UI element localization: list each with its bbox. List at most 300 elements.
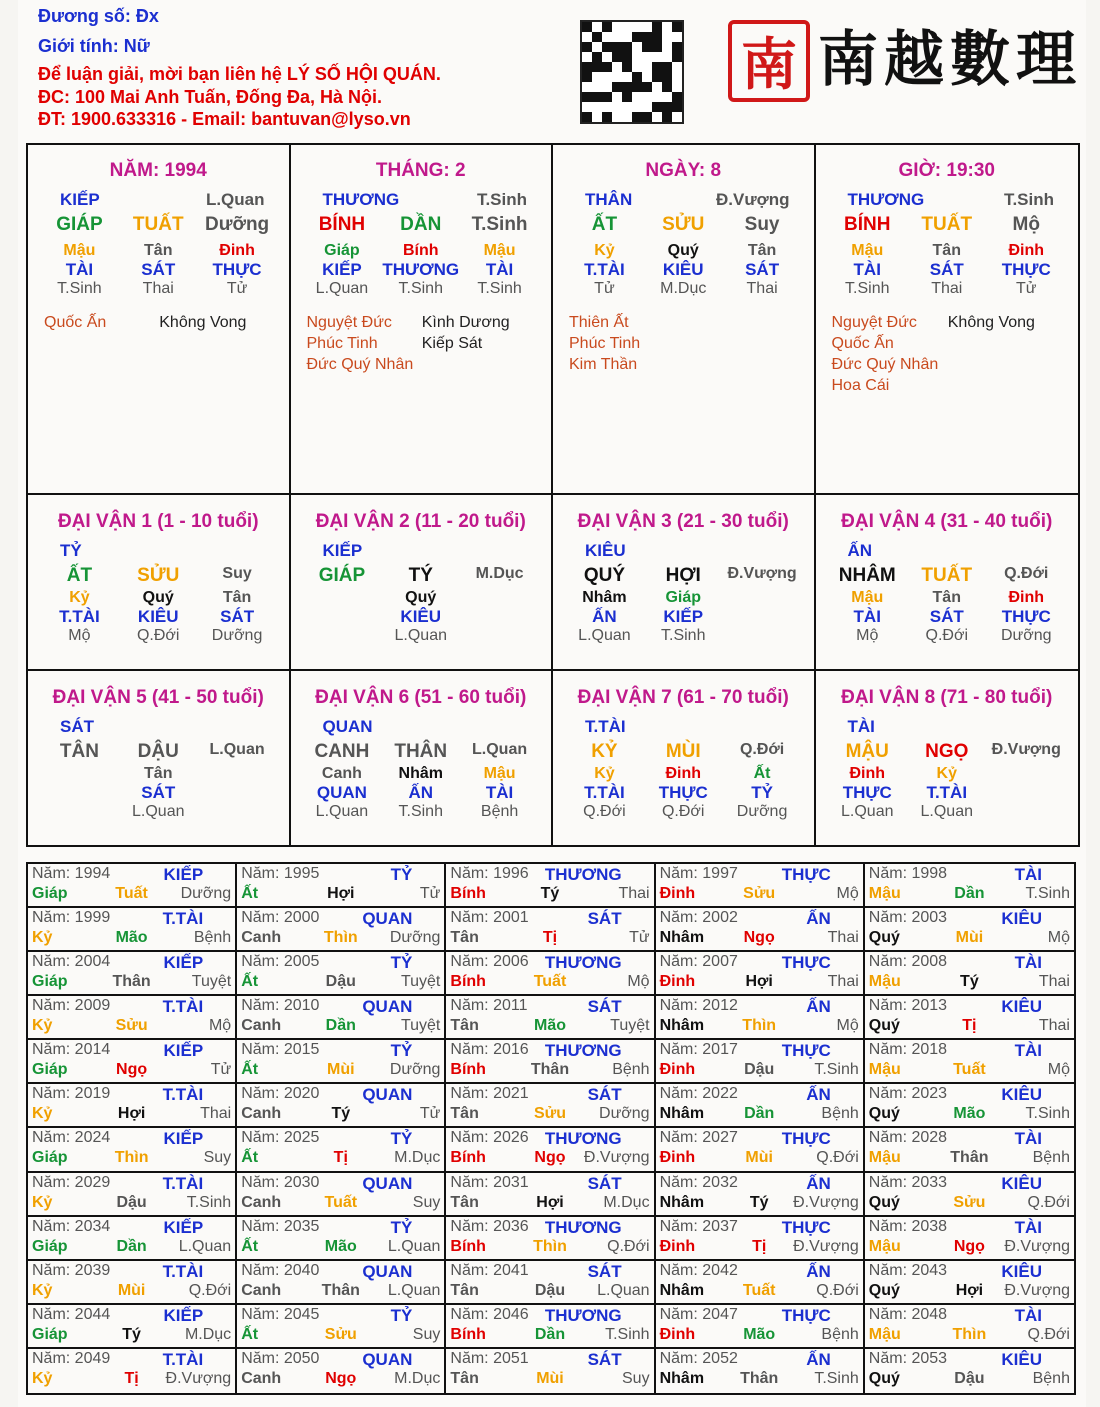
year-branch: Tý bbox=[960, 973, 979, 991]
year-label: Năm: 2035 bbox=[241, 1217, 320, 1235]
sub-phase bbox=[723, 627, 802, 645]
year-line bbox=[660, 997, 859, 1017]
year-stem: Canh bbox=[241, 1193, 282, 1211]
sub-phase: L.Quan bbox=[315, 280, 369, 297]
year-cell[interactable] bbox=[656, 1305, 865, 1349]
sub-phase-row bbox=[28, 280, 289, 298]
year-line bbox=[32, 1218, 231, 1238]
sub-phase: Tử bbox=[1016, 280, 1037, 297]
year-god: TÀI bbox=[1014, 865, 1042, 884]
year-cell[interactable] bbox=[656, 996, 865, 1040]
year-cell[interactable] bbox=[446, 996, 655, 1040]
year-cell[interactable] bbox=[656, 1084, 865, 1128]
year-line bbox=[32, 865, 231, 885]
sub-phase-row bbox=[553, 280, 814, 298]
contact-line-2: ĐC: 100 Mai Anh Tuấn, Đống Đa, Hà Nội. bbox=[38, 87, 383, 107]
year-cell[interactable] bbox=[237, 1173, 446, 1217]
year-cell[interactable] bbox=[28, 996, 237, 1040]
hidden-god bbox=[198, 783, 277, 803]
year-pillar-line bbox=[660, 885, 859, 903]
dv-stem-branch-row bbox=[291, 741, 552, 763]
dv-stem-branch-row bbox=[816, 565, 1079, 587]
chart-page bbox=[18, 0, 1086, 1407]
year-cell[interactable] bbox=[446, 1040, 655, 1084]
dv-gods-row bbox=[816, 783, 1079, 803]
year-cell[interactable] bbox=[237, 864, 446, 908]
year-pillar-line bbox=[450, 1194, 649, 1212]
year-label: Năm: 2042 bbox=[659, 1261, 738, 1279]
hidden-stem: Đinh bbox=[665, 765, 702, 782]
year-line bbox=[450, 1174, 649, 1194]
pillar-god-row bbox=[28, 190, 289, 210]
dai-van-title: ĐẠI VẬN 7 (61 - 70 tuổi) bbox=[577, 687, 789, 708]
year-cell[interactable] bbox=[865, 1217, 1074, 1261]
stars-list bbox=[28, 314, 289, 332]
year-cell[interactable] bbox=[656, 1040, 865, 1084]
year-label: Năm: 2033 bbox=[868, 1173, 948, 1191]
year-branch: Tuất bbox=[533, 973, 567, 991]
year-label: Năm: 2037 bbox=[659, 1217, 738, 1235]
contact-line-1: Để luận giải, mời bạn liên hệ LÝ SỐ HỘI QUÁN. bbox=[38, 64, 441, 84]
hidden-stem: Bính bbox=[402, 242, 439, 259]
year-branch: Hợi bbox=[536, 1193, 564, 1211]
year-line bbox=[869, 865, 1070, 885]
sub-phase: L.Quan bbox=[315, 803, 369, 820]
year-line bbox=[32, 1174, 231, 1194]
year-pillar-line bbox=[869, 1149, 1070, 1167]
year-label: Năm: 2040 bbox=[241, 1261, 320, 1279]
dv-god-row bbox=[553, 717, 814, 737]
year-god: TỶ bbox=[390, 1305, 413, 1325]
phase: Đ.Vượng bbox=[727, 565, 797, 582]
dv-hidden-row bbox=[291, 589, 552, 607]
hidden-god: T.TÀI bbox=[59, 607, 100, 626]
year-phase: Q.Đới bbox=[1027, 1325, 1070, 1343]
year-pillar-line bbox=[32, 1326, 231, 1344]
year-stem: Kỷ bbox=[32, 929, 53, 947]
dai-van-cell bbox=[816, 671, 1079, 845]
year-cell[interactable] bbox=[28, 952, 237, 996]
stem: GIÁP bbox=[56, 214, 103, 235]
year-god: KIẾP bbox=[163, 1305, 204, 1325]
branch: THÂN bbox=[394, 741, 448, 762]
year-cell[interactable] bbox=[28, 1305, 237, 1349]
year-line bbox=[869, 1041, 1070, 1061]
year-pillar-line bbox=[32, 1370, 231, 1388]
year-stem: Quý bbox=[868, 929, 900, 947]
year-branch: Tị bbox=[962, 1017, 977, 1035]
year-label: Năm: 2044 bbox=[32, 1305, 111, 1323]
star-item: Nguyệt Đức bbox=[831, 314, 917, 331]
year-line bbox=[660, 1262, 859, 1282]
year-line bbox=[450, 909, 649, 929]
stem: QUÝ bbox=[583, 565, 625, 586]
year-cell[interactable] bbox=[237, 1040, 446, 1084]
hidden-stem: Mậu bbox=[851, 589, 884, 606]
year-cell[interactable] bbox=[28, 1349, 237, 1393]
year-cell[interactable] bbox=[237, 1084, 446, 1128]
year-pillar-line bbox=[450, 885, 649, 903]
year-line bbox=[869, 1174, 1070, 1194]
year-line bbox=[32, 953, 231, 973]
year-phase: Đ.Vượng bbox=[1004, 1237, 1070, 1255]
year-cell[interactable] bbox=[865, 908, 1074, 952]
year-cell[interactable] bbox=[28, 908, 237, 952]
year-branch: Ngọ bbox=[953, 1237, 985, 1255]
year-phase: L.Quan bbox=[387, 1237, 441, 1255]
year-line bbox=[241, 1262, 440, 1282]
year-line bbox=[450, 865, 649, 885]
dai-van-title: ĐẠI VẬN 6 (51 - 60 tuổi) bbox=[315, 687, 527, 708]
year-line bbox=[32, 1306, 231, 1326]
year-cell[interactable] bbox=[865, 1040, 1074, 1084]
year-pillar-line bbox=[32, 1238, 231, 1256]
year-cell[interactable] bbox=[865, 1173, 1074, 1217]
hidden-gods-row bbox=[291, 260, 552, 280]
year-god: KIẾP bbox=[163, 1041, 204, 1061]
year-cell[interactable] bbox=[237, 1349, 446, 1393]
sub-phase: T.Sinh bbox=[398, 280, 443, 297]
year-cell[interactable] bbox=[446, 1084, 655, 1128]
year-branch: Tý bbox=[540, 885, 560, 902]
stem: ẤT bbox=[591, 214, 618, 235]
stem-branch-row bbox=[816, 214, 1079, 236]
year-cell[interactable] bbox=[446, 1128, 655, 1172]
year-phase: Thai bbox=[1038, 973, 1070, 991]
year-label: Năm: 2001 bbox=[450, 909, 529, 927]
year-cell[interactable] bbox=[237, 1261, 446, 1305]
year-god: KIẾP bbox=[163, 953, 204, 973]
year-label: Năm: 1997 bbox=[659, 865, 738, 882]
pillar-cell bbox=[291, 145, 554, 495]
year-phase: Tuyệt bbox=[610, 1017, 650, 1035]
year-pillar-line bbox=[660, 1105, 859, 1123]
year-cell[interactable] bbox=[656, 908, 865, 952]
year-cell[interactable] bbox=[446, 1305, 655, 1349]
year-stem: Giáp bbox=[32, 1061, 68, 1079]
year-god: KIÊU bbox=[1001, 909, 1042, 929]
year-label: Năm: 2002 bbox=[659, 909, 738, 927]
year-cell[interactable] bbox=[237, 908, 446, 952]
year-god: KIÊU bbox=[1001, 1173, 1042, 1193]
year-stem: Kỷ bbox=[32, 1369, 53, 1387]
hidden-stem: Nhâm bbox=[582, 589, 627, 606]
sub-phase: M.Dục bbox=[660, 280, 707, 297]
dai-van-cell bbox=[816, 495, 1079, 671]
year-cell[interactable] bbox=[865, 1305, 1074, 1349]
year-god: THỰC bbox=[781, 1305, 831, 1325]
year-pillar-line bbox=[450, 1105, 649, 1123]
sub-phase: Q.Đới bbox=[925, 627, 968, 644]
star-item: Kiếp Sát bbox=[421, 335, 483, 352]
hidden-stem: Quý bbox=[667, 242, 699, 259]
year-phase: Dưỡng bbox=[389, 1061, 441, 1079]
year-phase: Mộ bbox=[836, 1017, 859, 1035]
hidden-god: THỰC bbox=[1001, 607, 1051, 626]
year-god: T.TÀI bbox=[162, 1173, 204, 1193]
year-phase: Đ.Vượng bbox=[583, 1149, 650, 1167]
year-line bbox=[660, 1350, 859, 1370]
star-item: Quốc Ấn bbox=[831, 335, 894, 352]
year-phase: M.Dục bbox=[603, 1193, 650, 1211]
year-line bbox=[241, 1218, 440, 1238]
hidden-stem bbox=[40, 765, 119, 783]
year-cell[interactable] bbox=[28, 1084, 237, 1128]
year-stem: Nhâm bbox=[659, 1017, 705, 1035]
year-cell[interactable] bbox=[237, 1217, 446, 1261]
year-cell[interactable] bbox=[865, 1349, 1074, 1393]
year-cell[interactable] bbox=[865, 1261, 1074, 1305]
year-phase: Q.Đới bbox=[816, 1149, 859, 1167]
year-label: Năm: 2025 bbox=[241, 1129, 320, 1147]
year-god: TÀI bbox=[1014, 1217, 1042, 1237]
stem: BÍNH bbox=[318, 214, 366, 235]
year-line bbox=[660, 1218, 859, 1238]
dv-god-row bbox=[816, 541, 1079, 561]
year-pillar-line bbox=[241, 973, 440, 991]
pillar-phase: Đ.Vượng bbox=[715, 190, 790, 209]
year-label: Năm: 2046 bbox=[450, 1305, 529, 1323]
year-cell[interactable] bbox=[865, 996, 1074, 1040]
year-stem: Mậu bbox=[868, 885, 901, 902]
dv-hidden-row bbox=[28, 589, 289, 607]
year-pillar-line bbox=[869, 1238, 1070, 1256]
year-stem: Quý bbox=[868, 1193, 900, 1211]
year-stem: Đinh bbox=[659, 885, 696, 902]
hidden-stem: Tân bbox=[932, 242, 961, 259]
year-cell[interactable] bbox=[446, 908, 655, 952]
star-item: Đức Quý Nhân bbox=[831, 356, 939, 373]
year-label: Năm: 2028 bbox=[868, 1129, 948, 1147]
year-god: THƯƠNG bbox=[544, 953, 622, 973]
branch: SỬU bbox=[137, 565, 180, 586]
year-pillar-line bbox=[241, 1061, 440, 1079]
dv-god-row bbox=[553, 541, 814, 561]
year-cell[interactable] bbox=[656, 1173, 865, 1217]
year-stem: Giáp bbox=[32, 1325, 68, 1343]
sub-phase: T.Sinh bbox=[845, 280, 890, 297]
year-cell[interactable] bbox=[656, 1128, 865, 1172]
sub-phase-row bbox=[816, 280, 1079, 298]
year-god: TỶ bbox=[390, 1217, 413, 1237]
year-cell[interactable] bbox=[656, 952, 865, 996]
year-god: THƯƠNG bbox=[544, 1305, 622, 1325]
hidden-god: KIÊU bbox=[137, 607, 179, 626]
branch: TÝ bbox=[408, 565, 433, 586]
qr-code-icon[interactable] bbox=[580, 20, 684, 124]
year-cell[interactable] bbox=[656, 1349, 865, 1393]
year-label: Năm: 2029 bbox=[32, 1173, 111, 1191]
year-line bbox=[241, 1041, 440, 1061]
year-stem: Giáp bbox=[32, 1237, 68, 1255]
branch: TUẤT bbox=[132, 214, 184, 235]
year-pillar-line bbox=[450, 929, 649, 947]
year-cell[interactable] bbox=[28, 1040, 237, 1084]
year-label: Năm: 2039 bbox=[32, 1261, 111, 1279]
year-phase: Suy bbox=[622, 1369, 650, 1387]
year-cell[interactable] bbox=[446, 952, 655, 996]
year-pillar-line bbox=[869, 1326, 1070, 1344]
dai-van-cell bbox=[553, 671, 816, 845]
year-branch: Tị bbox=[333, 1149, 348, 1167]
year-phase: T.Sinh bbox=[605, 1325, 650, 1343]
year-god: TỶ bbox=[390, 1129, 413, 1149]
dv-hidden-row bbox=[553, 589, 814, 607]
year-phase: Dưỡng bbox=[180, 885, 232, 902]
year-pillar-line bbox=[32, 1194, 231, 1212]
year-label: Năm: 1994 bbox=[32, 865, 111, 882]
year-branch: Dậu bbox=[954, 1369, 985, 1387]
year-cell[interactable] bbox=[237, 952, 446, 996]
star-item: Hoa Cái bbox=[831, 377, 890, 394]
year-cell[interactable] bbox=[446, 1349, 655, 1393]
branch: NGỌ bbox=[925, 741, 969, 762]
year-god: KIÊU bbox=[1001, 1261, 1042, 1281]
year-label: Năm: 2016 bbox=[450, 1041, 529, 1059]
dv-stem-branch-row bbox=[816, 741, 1079, 763]
sub-phase-row bbox=[291, 280, 552, 298]
sub-phase: Tử bbox=[226, 280, 248, 297]
phase: M.Dục bbox=[475, 565, 524, 582]
year-god: T.TÀI bbox=[162, 909, 204, 929]
year-god: SÁT bbox=[587, 1085, 622, 1105]
year-stem: Quý bbox=[868, 1369, 900, 1387]
year-line bbox=[869, 1262, 1070, 1282]
year-cell[interactable] bbox=[446, 1173, 655, 1217]
seal-stamp: 南 bbox=[728, 20, 810, 102]
year-god: QUAN bbox=[362, 1173, 413, 1193]
hidden-god: ẤN bbox=[592, 607, 617, 626]
year-phase: Mộ bbox=[1047, 1061, 1070, 1079]
pillar-phase: L.Quan bbox=[205, 190, 265, 209]
year-stem: Giáp bbox=[32, 885, 68, 902]
year-line bbox=[869, 997, 1070, 1017]
hidden-stem: Mậu bbox=[483, 765, 516, 782]
year-pillar-line bbox=[450, 1282, 649, 1300]
year-cell[interactable] bbox=[865, 1084, 1074, 1128]
year-phase: Thai bbox=[618, 885, 650, 902]
hidden-gods-row bbox=[28, 260, 289, 280]
year-cell[interactable] bbox=[28, 1173, 237, 1217]
year-cell[interactable] bbox=[656, 864, 865, 908]
branch: DẦN bbox=[400, 214, 442, 235]
year-phase: Tuyệt bbox=[400, 973, 441, 991]
hidden-god: THỰC bbox=[212, 260, 262, 279]
year-label: Năm: 2017 bbox=[659, 1041, 738, 1059]
year-cell[interactable] bbox=[28, 1217, 237, 1261]
year-cell[interactable] bbox=[446, 1261, 655, 1305]
hidden-god: THỰC bbox=[1001, 260, 1051, 279]
hidden-god: T.TÀI bbox=[926, 783, 968, 802]
hidden-god: KIẾP bbox=[663, 607, 704, 626]
year-phase: T.Sinh bbox=[1025, 885, 1070, 902]
year-branch: Thân bbox=[321, 1281, 360, 1299]
year-cell[interactable] bbox=[237, 1128, 446, 1172]
year-cell[interactable] bbox=[237, 1305, 446, 1349]
year-label: Năm: 2003 bbox=[868, 909, 948, 927]
year-branch: Dậu bbox=[116, 1193, 147, 1211]
year-stem: Tân bbox=[450, 1105, 479, 1123]
year-label: Năm: 2041 bbox=[450, 1261, 529, 1279]
hidden-stems-row bbox=[291, 242, 552, 260]
year-branch: Thân bbox=[950, 1149, 989, 1167]
year-cell[interactable] bbox=[865, 1128, 1074, 1172]
dv-god-row bbox=[816, 717, 1079, 737]
year-line bbox=[869, 953, 1070, 973]
hidden-stem bbox=[460, 589, 539, 607]
year-cell[interactable] bbox=[865, 952, 1074, 996]
year-cell[interactable] bbox=[28, 1128, 237, 1172]
hidden-gods-row bbox=[816, 260, 1079, 280]
dv-hidden-row bbox=[553, 765, 814, 783]
year-label: Năm: 2019 bbox=[32, 1085, 111, 1103]
year-cell[interactable] bbox=[865, 864, 1074, 908]
year-line bbox=[32, 1350, 231, 1370]
year-phase: Dưỡng bbox=[389, 929, 441, 947]
hidden-god: SÁT bbox=[929, 260, 964, 279]
branch: MÙI bbox=[665, 741, 701, 762]
year-god: TỶ bbox=[390, 1041, 413, 1061]
year-branch: Tuất bbox=[742, 1281, 776, 1299]
year-cell[interactable] bbox=[446, 864, 655, 908]
year-god: TÀI bbox=[1014, 1129, 1042, 1149]
year-label: Năm: 2036 bbox=[450, 1217, 529, 1235]
year-line bbox=[450, 1129, 649, 1149]
year-god: KIẾP bbox=[163, 1217, 204, 1237]
year-label: Năm: 2032 bbox=[659, 1173, 738, 1191]
pillar-phase: T.Sinh bbox=[1003, 190, 1054, 209]
pillar-god: THÂN bbox=[585, 190, 633, 209]
dv-god: QUAN bbox=[322, 717, 373, 736]
year-god: TỶ bbox=[390, 953, 413, 973]
year-label: Năm: 2034 bbox=[32, 1217, 111, 1235]
sub-phase: T.Sinh bbox=[661, 627, 706, 644]
year-god: ẤN bbox=[806, 1261, 831, 1281]
year-god: THƯƠNG bbox=[544, 1129, 622, 1149]
star-item: Không Vong bbox=[159, 314, 247, 331]
year-branch: Dần bbox=[534, 1325, 566, 1343]
year-stem: Mậu bbox=[868, 1149, 901, 1167]
year-branch: Thân bbox=[112, 973, 151, 991]
year-label: Năm: 1995 bbox=[241, 865, 320, 882]
year-branch: Sửu bbox=[743, 885, 776, 902]
hidden-stems-row bbox=[816, 242, 1079, 260]
dv-gods-row bbox=[28, 783, 289, 803]
year-cell[interactable] bbox=[446, 1217, 655, 1261]
year-stem: Quý bbox=[868, 1105, 900, 1123]
year-cell[interactable] bbox=[28, 864, 237, 908]
year-cell[interactable] bbox=[28, 1261, 237, 1305]
year-cell[interactable] bbox=[237, 996, 446, 1040]
year-label: Năm: 2013 bbox=[868, 997, 948, 1015]
dv-gods-row bbox=[291, 783, 552, 803]
year-cell[interactable] bbox=[656, 1261, 865, 1305]
year-label: Năm: 1999 bbox=[32, 909, 111, 927]
dai-van-title: ĐẠI VẬN 4 (31 - 40 tuổi) bbox=[841, 511, 1053, 532]
year-pillar-line bbox=[241, 1105, 440, 1123]
year-cell[interactable] bbox=[656, 1217, 865, 1261]
hidden-stem: Kỷ bbox=[936, 765, 957, 782]
hidden-stem: Giáp bbox=[324, 242, 360, 259]
year-phase: Đ.Vượng bbox=[793, 1237, 859, 1255]
year-phase: T.Sinh bbox=[814, 1061, 859, 1079]
dai-van-cell bbox=[28, 495, 291, 671]
year-label: Năm: 2006 bbox=[450, 953, 529, 971]
year-pillar-line bbox=[660, 1194, 859, 1212]
year-stem: Mậu bbox=[868, 973, 901, 991]
year-god: TÀI bbox=[1014, 1041, 1042, 1061]
hidden-god bbox=[460, 607, 539, 627]
